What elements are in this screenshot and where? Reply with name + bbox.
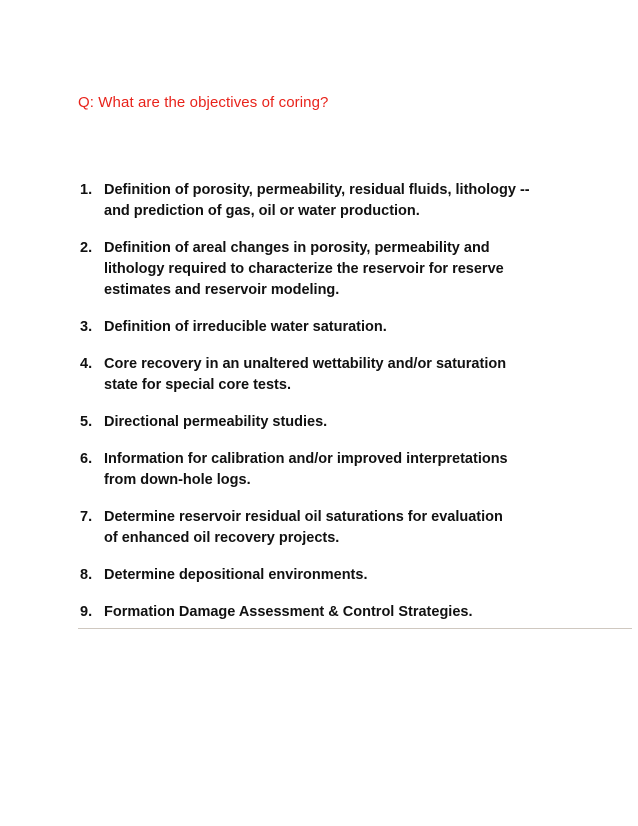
- item-number: 2.: [80, 240, 93, 256]
- list-item: [80, 354, 600, 396]
- divider-line: [78, 628, 632, 629]
- objectives-list: [80, 180, 600, 639]
- item-text: Definition of areal changes in porosity, permeability and lithology required to characterize the reservoir for reserve estimates and reservoir modeling.: [104, 240, 504, 298]
- item-text: Formation Damage Assessment & Control Strategies.: [104, 604, 473, 620]
- item-number: 9.: [80, 604, 93, 620]
- question-heading: Q: What are the objectives of coring?: [78, 94, 329, 111]
- list-item: [80, 449, 600, 491]
- list-item: [80, 412, 600, 433]
- item-text: Core recovery in an unaltered wettability and/or saturation state for special core tests.: [104, 356, 507, 393]
- item-number: 4.: [80, 356, 93, 372]
- item-text: Determine reservoir residual oil saturations for evaluation of enhanced oil recovery projects.: [104, 509, 503, 546]
- item-text: Definition of porosity, permeability, residual fluids, lithology -- and prediction of gas, oil or water production.: [104, 182, 530, 219]
- list-item: [80, 507, 600, 549]
- item-number: 1.: [80, 182, 93, 198]
- item-number: 6.: [80, 451, 93, 467]
- item-number: 8.: [80, 567, 93, 583]
- item-number: 3.: [80, 319, 93, 335]
- list-item: [80, 180, 600, 222]
- item-number: 7.: [80, 509, 93, 525]
- item-text: Directional permeability studies.: [104, 414, 328, 430]
- list-item: [80, 565, 600, 586]
- list-item: [80, 602, 600, 623]
- list-item: [80, 317, 600, 338]
- list-item: [80, 238, 600, 301]
- item-number: 5.: [80, 414, 93, 430]
- item-text: Determine depositional environments.: [104, 567, 368, 583]
- item-text: Information for calibration and/or improved interpretations from down-hole logs.: [104, 451, 508, 488]
- item-text: Definition of irreducible water saturation.: [104, 319, 387, 335]
